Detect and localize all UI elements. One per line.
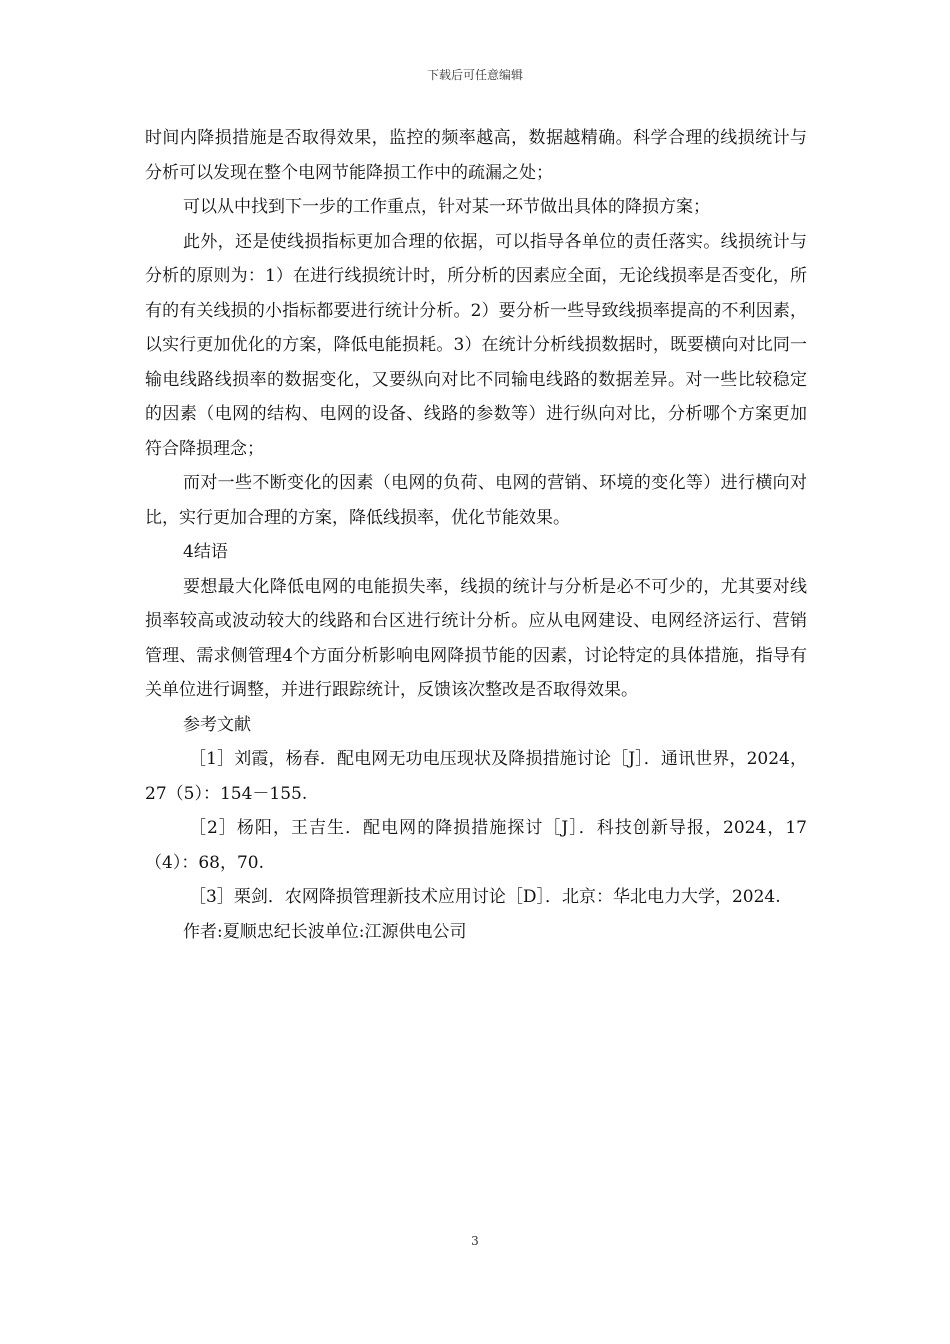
paragraph-next-step: 可以从中找到下一步的工作重点，针对某一环节做出具体的降损方案； bbox=[183, 197, 710, 217]
reference-1: ［1］刘霞，杨春．配电网无功电压现状及降损措施讨论［J］．通讯世界，2024，27（5）：154－155. bbox=[145, 749, 807, 804]
paragraph-conclusion: 要想最大化降低电网的电能损失率，线损的统计与分析是必不可少的，尤其要对线损率较高或波动较大的线路和台区进行统计分析。应从电网建设、电网经济运行、营销管理、需求侧管理4个方面分析影响电网降损节能的因素，讨论特定的具体措施，指导有关单位进行调整，并进行跟踪统计，反馈该次整改是否取得效果。 bbox=[145, 576, 807, 700]
section-heading-conclusion: 4结语 bbox=[183, 542, 228, 562]
reference-2: ［2］杨阳，王吉生．配电网的降损措施探讨［J］．科技创新导报，2024，17（4）：68，70. bbox=[145, 818, 807, 873]
paragraph-principles: 此外，还是使线损指标更加合理的依据，可以指导各单位的责任落实。线损统计与分析的原则为：1）在进行线损统计时，所分析的因素应全面，无论线损率是否变化，所有的有关线损的小指标都要进行统计分析。2）要分析一些导致线损率提高的不利因素，以实行更加优化的方案，降低电能损耗。3）在统计分析线损数据时，既要横向对比同一输电线路线损率的数据变化，又要纵向对比不同输电线路的数据差异。对一些比较稳定的因素（电网的结构、电网的设备、线路的参数等）进行纵向对比，分析哪个方案更加符合降损理念； bbox=[145, 231, 807, 459]
document-body bbox=[145, 121, 807, 949]
section-heading-references: 参考文献 bbox=[183, 714, 251, 735]
reference-3: ［3］栗剑．农网降损管理新技术应用讨论［D］．北京：华北电力大学，2024. bbox=[189, 887, 781, 907]
page-header: 下载后可任意编辑 bbox=[426, 68, 523, 82]
page-number: 3 bbox=[471, 1234, 479, 1248]
paragraph-horizontal-comparison: 而对一些不断变化的因素（电网的负荷、电网的营销、环境的变化等）进行横向对比，实行更加合理的方案，降低线损率，优化节能效果。 bbox=[145, 473, 807, 528]
paragraph-continuation: 时间内降损措施是否取得效果，监控的频率越高，数据越精确。科学合理的线损统计与分析可以发现在整个电网节能降损工作中的疏漏之处； bbox=[145, 128, 807, 183]
author-line: 作者:夏顺忠纪长波单位:江源供电公司 bbox=[183, 921, 467, 942]
